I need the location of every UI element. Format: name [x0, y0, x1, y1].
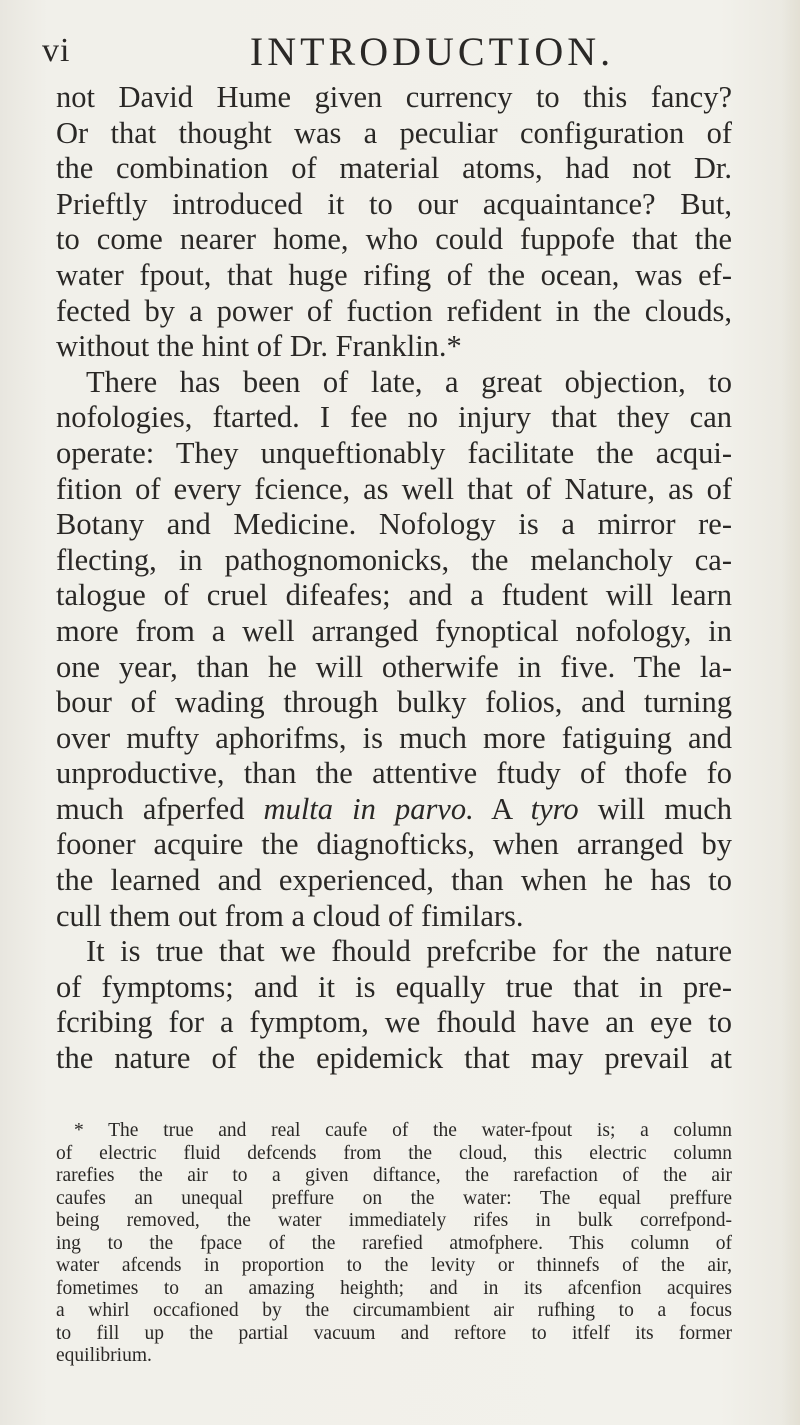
footnote-line: being removed, the water immediately rifes in bulk correfpond- — [56, 1210, 732, 1231]
text-line: not David Hume given currency to this fancy? — [56, 80, 732, 114]
text-line: one year, than he will otherwife in five. The la- — [56, 649, 732, 684]
running-head: INTRODUCTION. — [249, 29, 615, 74]
text-line: operate: They unqueftionably facilitate the acqui- — [56, 435, 732, 470]
text-line: unproductive, than the attentive ftudy of thofe fo — [56, 756, 732, 791]
text-line: fition of every fcience, as well that of Nature, as of — [56, 471, 732, 506]
footnote — [56, 1120, 732, 1368]
page-number: vi — [42, 32, 71, 69]
footnote-line: a whirl occafioned by the circumambient air rufhing to a focus — [56, 1300, 732, 1321]
text-line: Or that thought was a peculiar configuration of — [56, 115, 732, 150]
text-line: to come nearer home, who could fuppofe that the — [56, 222, 732, 257]
text-line: bour of wading through bulky folios, and turning — [56, 685, 732, 720]
text-line-mixed — [56, 792, 732, 828]
text-line: without the hint of Dr. Franklin.* — [56, 329, 462, 364]
footnote-line: water afcends in proportion to the levity or thinnefs of the air, — [56, 1255, 732, 1276]
footnote-line: caufes an unequal preffure on the water: The equal preffure — [56, 1187, 732, 1209]
footnote-line: to fill up the partial vacuum and reftore to itfelf its former — [56, 1322, 732, 1344]
page-header — [42, 28, 732, 74]
text-line: water fpout, that huge rifing of the ocean, was ef- — [56, 257, 732, 292]
text-line: more from a well arranged fynoptical nofology, in — [56, 613, 732, 648]
text-line: Botany and Medicine. Nofology is a mirror re- — [56, 507, 732, 542]
text-line: the nature of the epidemick that may prevail at — [56, 1041, 732, 1076]
italic-phrase: multa in parvo. — [263, 791, 474, 826]
text-line: fected by a power of fuction refident in the clouds, — [56, 293, 732, 328]
text-line: the combination of material atoms, had not Dr. — [56, 151, 732, 186]
text-line: fooner acquire the diagnofticks, when arranged by — [56, 827, 732, 862]
text-line: talogue of cruel difeafes; and a ftudent will learn — [56, 578, 732, 613]
text-line: There has been of late, a great objection, to — [86, 364, 732, 399]
text-segment: A — [473, 791, 531, 826]
text-line: cull them out from a cloud of fimilars. — [56, 898, 524, 933]
text-line: Prieftly introduced it to our acquaintance? But, — [56, 186, 732, 221]
text-line: nofologies, ftarted. I fee no injury that they can — [56, 400, 732, 435]
text-line: of fymptoms; and it is equally true that in pre- — [56, 969, 732, 1004]
text-line: flecting, in pathognomonicks, the melancholy ca- — [56, 542, 732, 577]
body-text — [56, 80, 732, 1077]
page-edge-shadow — [782, 0, 800, 1425]
text-segment: much afperfed — [56, 791, 264, 826]
text-segment: will much — [578, 791, 732, 826]
text-line: over mufty aphorifms, is much more fatiguing and — [56, 720, 732, 755]
footnote-line: equilibrium. — [56, 1345, 152, 1366]
text-line: fcribing for a fymptom, we fhould have an eye to — [56, 1005, 732, 1040]
footnote-line: of electric fluid defcends from the cloud, this electric column — [56, 1142, 732, 1164]
footnote-line: ing to the fpace of the rarefied atmofphere. This column of — [56, 1232, 732, 1254]
footnote-line: fometimes to an amazing heighth; and in its afcenfion acquires — [56, 1277, 732, 1299]
footnote-line: rarefies the air to a given diftance, the rarefaction of the air — [56, 1165, 732, 1186]
text-line: It is true that we fhould prefcribe for the nature — [86, 934, 732, 969]
text-line: the learned and experienced, than when he has to — [56, 863, 732, 898]
footnote-line: * The true and real caufe of the water-fpout is; a column — [74, 1120, 732, 1141]
italic-word: tyro — [530, 791, 579, 826]
